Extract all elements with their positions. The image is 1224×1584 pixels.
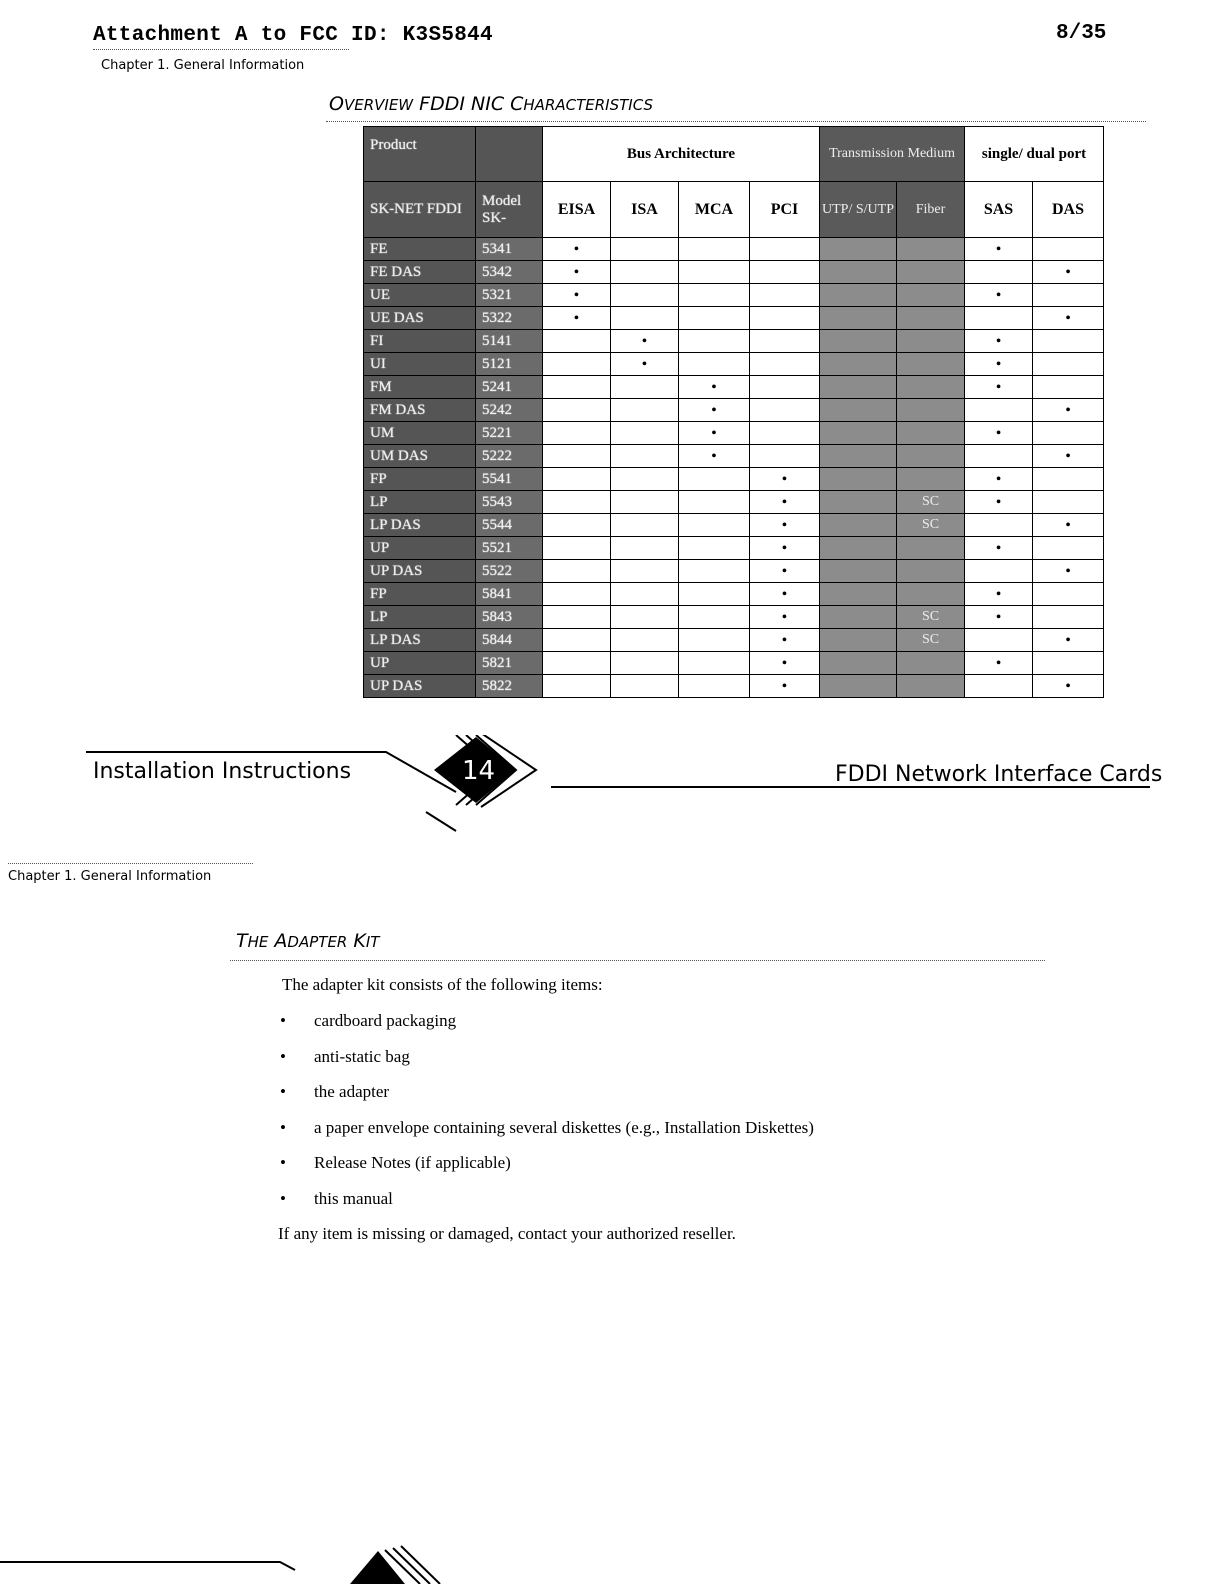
- fiber-cell: [897, 468, 965, 491]
- product-name-cell: LP DAS: [364, 514, 476, 537]
- model-cell: 5322: [476, 307, 543, 330]
- port-sas-cell: [965, 422, 1033, 445]
- port-sas-cell: [965, 629, 1033, 652]
- utp-cell: [820, 238, 897, 261]
- fiber-cell: [897, 422, 965, 445]
- table-row: [364, 238, 1104, 261]
- bus-eisa-cell: [543, 445, 611, 468]
- check-dot: •: [782, 633, 787, 648]
- utp-cell: [820, 307, 897, 330]
- check-dot: •: [782, 495, 787, 510]
- check-dot: •: [711, 426, 717, 441]
- header-port: single/ dual port: [965, 127, 1104, 182]
- subheader-pci: PCI: [750, 182, 820, 238]
- model-cell: 5844: [476, 629, 543, 652]
- utp-cell: [820, 514, 897, 537]
- header-blank: [476, 127, 543, 182]
- product-name-cell: FM DAS: [364, 399, 476, 422]
- model-cell: 5522: [476, 560, 543, 583]
- product-name-cell: FP: [364, 468, 476, 491]
- port-das-cell: [1033, 583, 1104, 606]
- bus-eisa-cell: [543, 583, 611, 606]
- fiber-cell: [897, 238, 965, 261]
- port-das-cell: [1033, 491, 1104, 514]
- fiber-cell: [897, 307, 965, 330]
- model-cell: 5544: [476, 514, 543, 537]
- table-row: [364, 399, 1104, 422]
- bus-pci-cell: [750, 422, 820, 445]
- bus-mca-cell: [679, 238, 750, 261]
- check-dot: •: [996, 357, 1001, 372]
- bus-eisa-cell: [543, 468, 611, 491]
- utp-cell: [820, 537, 897, 560]
- kit-items-list: [280, 1011, 1060, 1224]
- port-das-cell: [1033, 422, 1104, 445]
- check-dot: •: [782, 610, 787, 625]
- model-cell: 5242: [476, 399, 543, 422]
- subheader-utp: UTP/ S/UTP: [820, 182, 897, 238]
- bus-pci-cell: [750, 353, 820, 376]
- model-cell: 5341: [476, 238, 543, 261]
- attachment-title: Attachment A to FCC ID: K3S5844: [93, 24, 493, 47]
- check-dot: •: [642, 334, 647, 349]
- bus-eisa-cell: [543, 491, 611, 514]
- bus-isa-cell: [611, 238, 679, 261]
- bus-isa-cell: [611, 537, 679, 560]
- utp-cell: [820, 583, 897, 606]
- utp-cell: [820, 606, 897, 629]
- table-row: [364, 629, 1104, 652]
- header-transmission-medium: Transmission Medium: [820, 127, 965, 182]
- port-sas-cell: [965, 445, 1033, 468]
- check-dot: •: [1065, 449, 1071, 464]
- fiber-cell: [897, 445, 965, 468]
- bus-isa-cell: [611, 652, 679, 675]
- utp-cell: [820, 445, 897, 468]
- bus-mca-cell: [679, 376, 750, 399]
- page-number-badge: 14: [462, 756, 496, 786]
- product-name-cell: UM DAS: [364, 445, 476, 468]
- list-item: • this manual: [280, 1188, 393, 1208]
- table-row: [364, 491, 1104, 514]
- model-cell: 5841: [476, 583, 543, 606]
- footer-right-label: FDDI Network Interface Cards: [835, 762, 1163, 787]
- utp-cell: [820, 353, 897, 376]
- fiber-cell: [897, 261, 965, 284]
- utp-cell: [820, 560, 897, 583]
- model-cell: 5843: [476, 606, 543, 629]
- utp-cell: [820, 652, 897, 675]
- port-das-cell: [1033, 675, 1104, 698]
- bus-eisa-cell: [543, 353, 611, 376]
- utp-cell: [820, 261, 897, 284]
- footer-left-label: Installation Instructions: [93, 759, 352, 784]
- product-name-cell: UP: [364, 652, 476, 675]
- check-dot: •: [711, 449, 717, 464]
- bus-mca-cell: [679, 560, 750, 583]
- product-name-cell: UE DAS: [364, 307, 476, 330]
- check-dot: •: [782, 656, 787, 671]
- port-sas-cell: [965, 537, 1033, 560]
- table-row: [364, 376, 1104, 399]
- check-dot: •: [642, 357, 647, 372]
- bus-eisa-cell: [543, 330, 611, 353]
- product-name-cell: UM: [364, 422, 476, 445]
- table-row: [364, 330, 1104, 353]
- check-dot: •: [996, 541, 1001, 556]
- bus-eisa-cell: [543, 675, 611, 698]
- model-cell: 5321: [476, 284, 543, 307]
- utp-cell: [820, 629, 897, 652]
- table-row: [364, 606, 1104, 629]
- port-das-cell: [1033, 468, 1104, 491]
- port-sas-cell: [965, 238, 1033, 261]
- product-name-cell: UP DAS: [364, 675, 476, 698]
- bus-pci-cell: [750, 261, 820, 284]
- check-dot: •: [1065, 679, 1071, 694]
- check-dot: •: [782, 564, 787, 579]
- bus-mca-cell: [679, 399, 750, 422]
- check-dot: •: [1065, 403, 1071, 418]
- bus-mca-cell: [679, 353, 750, 376]
- port-sas-cell: [965, 652, 1033, 675]
- product-name-cell: FE: [364, 238, 476, 261]
- port-sas-cell: [965, 514, 1033, 537]
- check-dot: •: [996, 656, 1001, 671]
- bus-mca-cell: [679, 491, 750, 514]
- check-dot: •: [996, 587, 1001, 602]
- bus-pci-cell: [750, 560, 820, 583]
- product-name-cell: FE DAS: [364, 261, 476, 284]
- bus-isa-cell: [611, 583, 679, 606]
- fiber-cell: [897, 652, 965, 675]
- check-dot: •: [711, 380, 717, 395]
- table-row: [364, 445, 1104, 468]
- port-das-cell: [1033, 514, 1104, 537]
- bus-eisa-cell: [543, 261, 611, 284]
- port-sas-cell: [965, 675, 1033, 698]
- bus-isa-cell: [611, 376, 679, 399]
- port-sas-cell: [965, 353, 1033, 376]
- bus-pci-cell: [750, 583, 820, 606]
- check-dot: •: [996, 495, 1001, 510]
- check-dot: •: [996, 288, 1001, 303]
- bus-isa-cell: [611, 629, 679, 652]
- port-sas-cell: [965, 560, 1033, 583]
- port-das-cell: [1033, 399, 1104, 422]
- check-dot: •: [996, 334, 1001, 349]
- model-cell: 5342: [476, 261, 543, 284]
- bus-eisa-cell: [543, 284, 611, 307]
- port-sas-cell: [965, 376, 1033, 399]
- bus-eisa-cell: [543, 376, 611, 399]
- model-cell: 5822: [476, 675, 543, 698]
- bus-mca-cell: [679, 468, 750, 491]
- fiber-cell: [897, 330, 965, 353]
- table-row: [364, 652, 1104, 675]
- utp-cell: [820, 376, 897, 399]
- overview-divider: [326, 121, 1146, 122]
- bus-mca-cell: [679, 307, 750, 330]
- subheader-model: Model SK-: [476, 182, 543, 238]
- port-sas-cell: [965, 330, 1033, 353]
- bus-isa-cell: [611, 560, 679, 583]
- bus-mca-cell: [679, 422, 750, 445]
- check-dot: •: [574, 265, 579, 280]
- fiber-cell: SC: [897, 606, 965, 629]
- bus-pci-cell: [750, 238, 820, 261]
- port-das-cell: [1033, 652, 1104, 675]
- bus-eisa-cell: [543, 629, 611, 652]
- header-product: Product: [364, 127, 476, 182]
- port-sas-cell: [965, 468, 1033, 491]
- fiber-cell: [897, 537, 965, 560]
- port-das-cell: [1033, 560, 1104, 583]
- utp-cell: [820, 399, 897, 422]
- model-cell: 5121: [476, 353, 543, 376]
- bus-eisa-cell: [543, 606, 611, 629]
- port-das-cell: [1033, 307, 1104, 330]
- product-name-cell: UP: [364, 537, 476, 560]
- utp-cell: [820, 330, 897, 353]
- bus-eisa-cell: [543, 399, 611, 422]
- bus-mca-cell: [679, 583, 750, 606]
- table-row: [364, 675, 1104, 698]
- bus-isa-cell: [611, 307, 679, 330]
- bus-pci-cell: [750, 399, 820, 422]
- check-dot: •: [996, 242, 1001, 257]
- bus-isa-cell: [611, 261, 679, 284]
- bus-eisa-cell: [543, 422, 611, 445]
- utp-cell: [820, 491, 897, 514]
- product-name-cell: UP DAS: [364, 560, 476, 583]
- fiber-cell: [897, 560, 965, 583]
- table-row: [364, 468, 1104, 491]
- page2-header-divider: [8, 863, 253, 864]
- bus-isa-cell: [611, 445, 679, 468]
- bus-pci-cell: [750, 491, 820, 514]
- table-row: [364, 307, 1104, 330]
- utp-cell: [820, 675, 897, 698]
- port-das-cell: [1033, 606, 1104, 629]
- nic-characteristics-table: [363, 126, 1104, 698]
- product-name-cell: LP: [364, 606, 476, 629]
- model-cell: 5241: [476, 376, 543, 399]
- bus-isa-cell: [611, 606, 679, 629]
- bus-mca-cell: [679, 537, 750, 560]
- port-das-cell: [1033, 238, 1104, 261]
- port-sas-cell: [965, 399, 1033, 422]
- list-item: • the adapter: [280, 1082, 390, 1101]
- bus-pci-cell: [750, 468, 820, 491]
- port-das-cell: [1033, 353, 1104, 376]
- bus-pci-cell: [750, 629, 820, 652]
- page2-chapter-label: Chapter 1. General Information: [8, 869, 212, 884]
- model-cell: 5222: [476, 445, 543, 468]
- fiber-cell: [897, 399, 965, 422]
- bottom-footer-decoration: [0, 1545, 460, 1584]
- check-dot: •: [1065, 564, 1071, 579]
- bus-mca-cell: [679, 261, 750, 284]
- bus-eisa-cell: [543, 238, 611, 261]
- table-row: [364, 353, 1104, 376]
- bus-isa-cell: [611, 468, 679, 491]
- header-divider: [93, 49, 349, 50]
- bus-pci-cell: [750, 330, 820, 353]
- bus-mca-cell: [679, 675, 750, 698]
- bus-mca-cell: [679, 284, 750, 307]
- check-dot: •: [782, 518, 787, 533]
- product-name-cell: UI: [364, 353, 476, 376]
- port-sas-cell: [965, 606, 1033, 629]
- model-cell: 5521: [476, 537, 543, 560]
- bus-eisa-cell: [543, 537, 611, 560]
- check-dot: •: [1065, 633, 1071, 648]
- kit-intro: The adapter kit consists of the following items:: [282, 975, 603, 994]
- table-row: [364, 284, 1104, 307]
- chapter-label: Chapter 1. General Information: [101, 58, 305, 73]
- subheader-eisa: EISA: [543, 182, 611, 238]
- bus-mca-cell: [679, 445, 750, 468]
- port-sas-cell: [965, 261, 1033, 284]
- model-cell: 5821: [476, 652, 543, 675]
- check-dot: •: [782, 472, 787, 487]
- port-das-cell: [1033, 445, 1104, 468]
- model-cell: 5543: [476, 491, 543, 514]
- model-cell: 5541: [476, 468, 543, 491]
- page-counter: 8/35: [1056, 22, 1107, 45]
- bus-pci-cell: [750, 307, 820, 330]
- bus-mca-cell: [679, 330, 750, 353]
- port-das-cell: [1033, 284, 1104, 307]
- port-sas-cell: [965, 491, 1033, 514]
- list-item: • cardboard packaging: [280, 1011, 457, 1030]
- check-dot: •: [996, 426, 1001, 441]
- bus-pci-cell: [750, 606, 820, 629]
- bus-eisa-cell: [543, 307, 611, 330]
- list-item: • anti-static bag: [280, 1046, 410, 1066]
- table-row: [364, 261, 1104, 284]
- product-name-cell: UE: [364, 284, 476, 307]
- fiber-cell: SC: [897, 514, 965, 537]
- table-row: [364, 514, 1104, 537]
- model-cell: 5221: [476, 422, 543, 445]
- check-dot: •: [996, 472, 1001, 487]
- bus-isa-cell: [611, 675, 679, 698]
- fiber-cell: [897, 675, 965, 698]
- bus-eisa-cell: [543, 652, 611, 675]
- port-das-cell: [1033, 537, 1104, 560]
- product-name-cell: FP: [364, 583, 476, 606]
- bus-eisa-cell: [543, 514, 611, 537]
- subheader-mca: MCA: [679, 182, 750, 238]
- port-das-cell: [1033, 376, 1104, 399]
- bus-isa-cell: [611, 399, 679, 422]
- table-row: [364, 422, 1104, 445]
- fiber-cell: [897, 284, 965, 307]
- bus-pci-cell: [750, 537, 820, 560]
- subheader-das: DAS: [1033, 182, 1104, 238]
- bus-pci-cell: [750, 376, 820, 399]
- bus-isa-cell: [611, 284, 679, 307]
- fiber-cell: SC: [897, 629, 965, 652]
- check-dot: •: [1065, 265, 1071, 280]
- product-name-cell: LP: [364, 491, 476, 514]
- subheader-sas: SAS: [965, 182, 1033, 238]
- fiber-cell: [897, 376, 965, 399]
- fiber-cell: [897, 353, 965, 376]
- bus-isa-cell: [611, 330, 679, 353]
- bus-pci-cell: [750, 284, 820, 307]
- subheader-product: SK-NET FDDI: [364, 182, 476, 238]
- bus-pci-cell: [750, 514, 820, 537]
- port-sas-cell: [965, 307, 1033, 330]
- check-dot: •: [782, 541, 787, 556]
- check-dot: •: [1065, 518, 1071, 533]
- overview-heading: OVERVIEW FDDI NIC CHARACTERISTICS: [329, 93, 653, 115]
- table-row: [364, 560, 1104, 583]
- header-bus-architecture: Bus Architecture: [543, 127, 820, 182]
- bus-isa-cell: [611, 422, 679, 445]
- product-name-cell: LP DAS: [364, 629, 476, 652]
- port-sas-cell: [965, 583, 1033, 606]
- list-item: • Release Notes (if applicable): [280, 1153, 511, 1172]
- adapter-kit-divider: [230, 960, 1045, 961]
- bus-isa-cell: [611, 353, 679, 376]
- check-dot: •: [574, 311, 579, 326]
- model-cell: 5141: [476, 330, 543, 353]
- check-dot: •: [711, 403, 717, 418]
- check-dot: •: [782, 679, 787, 694]
- adapter-kit-heading: THE ADAPTER KIT: [236, 930, 380, 952]
- table-row: [364, 583, 1104, 606]
- bus-pci-cell: [750, 445, 820, 468]
- check-dot: •: [574, 288, 579, 303]
- bus-mca-cell: [679, 652, 750, 675]
- bus-mca-cell: [679, 606, 750, 629]
- subheader-fiber: Fiber: [897, 182, 965, 238]
- fiber-cell: [897, 583, 965, 606]
- bus-eisa-cell: [543, 560, 611, 583]
- check-dot: •: [996, 380, 1001, 395]
- port-das-cell: [1033, 261, 1104, 284]
- port-das-cell: [1033, 330, 1104, 353]
- bus-pci-cell: [750, 675, 820, 698]
- subheader-isa: ISA: [611, 182, 679, 238]
- bus-mca-cell: [679, 514, 750, 537]
- kit-closing: If any item is missing or damaged, contact your authorized reseller.: [278, 1224, 736, 1243]
- fiber-cell: SC: [897, 491, 965, 514]
- bus-mca-cell: [679, 629, 750, 652]
- port-sas-cell: [965, 284, 1033, 307]
- port-das-cell: [1033, 629, 1104, 652]
- bus-pci-cell: [750, 652, 820, 675]
- list-item: • a paper envelope containing several diskettes (e.g., Installation Diskettes): [280, 1117, 814, 1137]
- product-name-cell: FI: [364, 330, 476, 353]
- utp-cell: [820, 422, 897, 445]
- check-dot: •: [782, 587, 787, 602]
- product-name-cell: FM: [364, 376, 476, 399]
- check-dot: •: [996, 610, 1001, 625]
- check-dot: •: [574, 242, 579, 257]
- bus-isa-cell: [611, 491, 679, 514]
- utp-cell: [820, 284, 897, 307]
- check-dot: •: [1065, 311, 1071, 326]
- bus-isa-cell: [611, 514, 679, 537]
- utp-cell: [820, 468, 897, 491]
- table-row: [364, 537, 1104, 560]
